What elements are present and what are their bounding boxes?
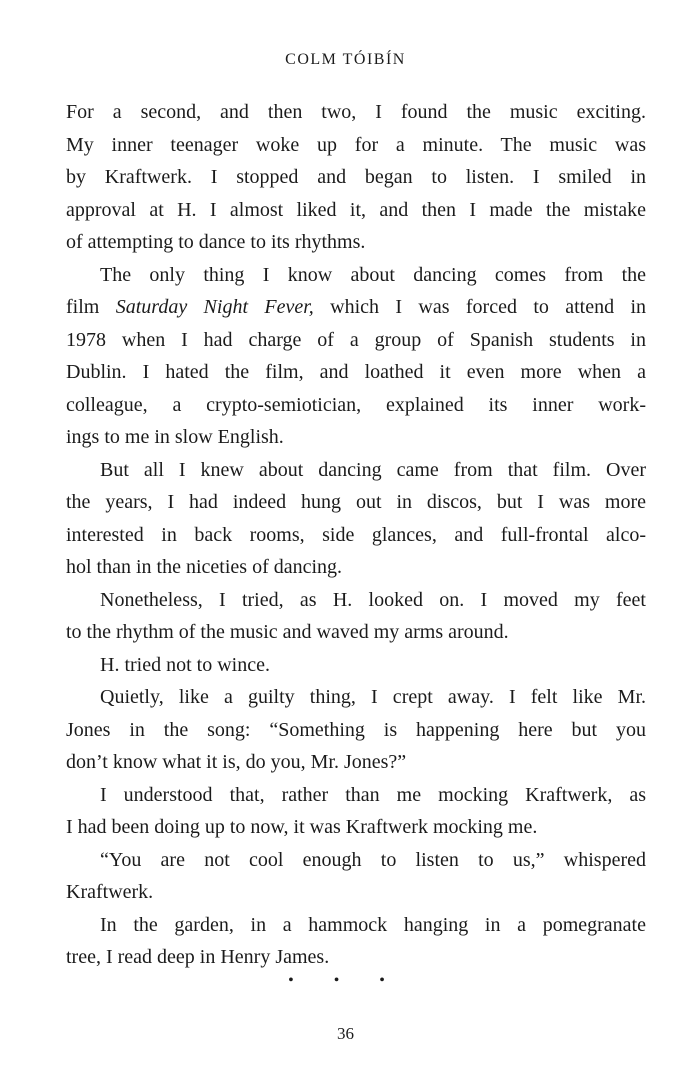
body-text (66, 96, 646, 974)
text-fragment: film (66, 296, 100, 318)
section-break-ornament: • • • (288, 972, 403, 989)
running-head: COLM TÓIBÍN (285, 51, 406, 68)
text-line: hol than in the niceties of dancing. (66, 556, 343, 578)
text-line: The only thing I know about dancing comes from the (100, 263, 646, 286)
text-line: Quietly, like a guilty thing, I crept away. I felt like Mr. (100, 686, 646, 708)
text-line: by Kraftwerk. I stopped and began to listen. I smiled in (66, 166, 646, 188)
text-line: to the rhythm of the music and waved my arms around. (66, 621, 509, 643)
text-line: “You are not cool enough to listen to us,” whispered (100, 848, 646, 871)
text-line: Dublin. I hated the film, and loathed it even more when a (66, 361, 646, 383)
text-line: of attempting to dance to its rhythms. (66, 231, 366, 253)
text-line: For a second, and then two, I found the music exciting. (66, 101, 646, 123)
text-line: H. tried not to wince. (100, 653, 270, 676)
text-line: Kraftwerk. (66, 881, 154, 903)
text-line: Jones in the song: “Something is happening here but you (66, 718, 646, 741)
text-line: the years, I had indeed hung out in discos, but I was more (66, 491, 646, 513)
text-line: approval at H. I almost liked it, and then I made the mistake (66, 198, 646, 221)
text-line: I understood that, rather than me mocking Kraftwerk, as (100, 783, 646, 806)
text-fragment: which I was forced to attend in (330, 296, 647, 318)
text-line: My inner teenager woke up for a minute. The music was (66, 133, 646, 156)
text-line: But all I knew about dancing came from that film. Over (100, 458, 646, 481)
text-line: Nonetheless, I tried, as H. looked on. I moved my feet (100, 588, 646, 611)
text-line: colleague, a crypto-semiotician, explained its inner work- (66, 393, 646, 416)
text-line: tree, I read deep in Henry James. (66, 946, 330, 968)
text-line: In the garden, in a hammock hanging in a pomegranate (100, 913, 646, 936)
text-line: interested in back rooms, side glances, and full-frontal alco- (66, 523, 646, 546)
text-line: ings to me in slow English. (66, 426, 284, 448)
text-line: don’t know what it is, do you, Mr. Jones?” (66, 751, 407, 773)
film-title: Saturday Night Fever, (115, 296, 314, 318)
text-line: 1978 when I had charge of a group of Spanish students in (66, 328, 646, 351)
page-number: 36 (337, 1024, 354, 1043)
text-line: I had been doing up to now, it was Kraftwerk mocking me. (66, 816, 538, 838)
text-line (66, 291, 646, 324)
